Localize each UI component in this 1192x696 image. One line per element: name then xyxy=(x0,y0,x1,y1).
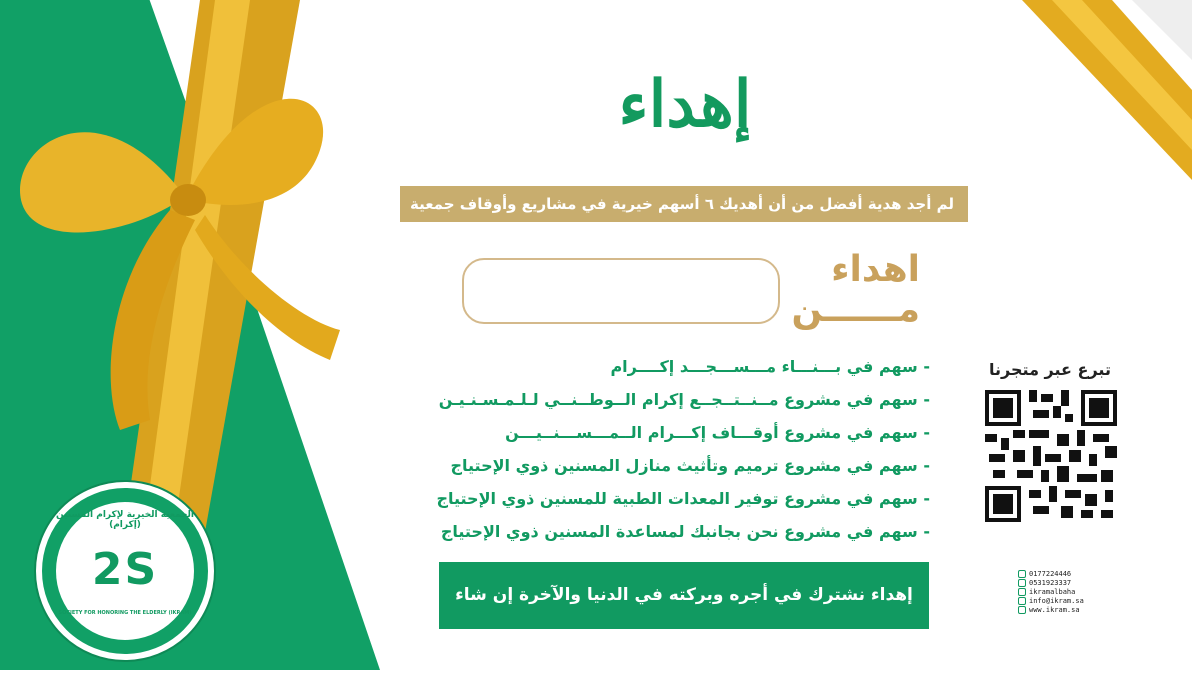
contact-mobile[interactable]: 0531923337 xyxy=(1018,579,1118,588)
gift-from-label xyxy=(791,249,920,330)
qr-code-icon[interactable] xyxy=(985,390,1117,522)
logo-english-name: SOCIETY FOR HONORING THE ELDERLY (IKRAM) xyxy=(58,610,192,616)
ikram-society-logo xyxy=(36,482,214,660)
contact-website[interactable]: www.ikram.sa xyxy=(1018,606,1118,615)
gold-ribbon-corner-icon xyxy=(1002,0,1192,190)
whatsapp-icon xyxy=(1018,579,1026,587)
intro-banner: لم أجد هدية أفضل من أن أهديك ٦ أسهم خيرية في مشاريع وأوقاف جمعية إكرام xyxy=(400,186,968,222)
gift-label-line2: مــــــن xyxy=(791,289,920,330)
page-title: إهداء xyxy=(618,67,752,142)
gift-label-line1: اهداء xyxy=(831,249,920,290)
logo-inner-circle xyxy=(56,502,194,640)
list-item: - سهم في مشروع ترميم وتأثيث منازل المسنين ذوي الإحتياج xyxy=(450,456,930,475)
globe-icon xyxy=(1018,606,1026,614)
contact-list xyxy=(1018,570,1118,615)
contact-email[interactable]: info@ikram.sa xyxy=(1018,597,1118,606)
list-item: - سهم في مشروع نحن بجانبك لمساعدة المسنين ذوي الإحتياج xyxy=(440,522,930,541)
email-icon xyxy=(1018,597,1026,605)
gold-ribbon-bow-icon xyxy=(0,0,380,560)
contact-phone[interactable]: 0177224446 xyxy=(1018,570,1118,579)
logo-arabic-name: الجمعية الخيرية لإكرام المسنين (إكرام) xyxy=(56,510,194,530)
gift-from-name-field[interactable] xyxy=(462,258,780,324)
social-media-icon xyxy=(1018,588,1026,596)
call-to-action-banner: إهداء نشترك في أجره وبركته في الدنيا والآخرة إن شاء الله xyxy=(439,562,929,629)
list-item: - سهم في مشروع مــنــتــجــع إكرام الــوطــنــي لـلـمـسـنـيـن xyxy=(438,390,930,409)
list-item: - سهم في مشروع أوقـــاف إكـــرام الــمـــســـنــيـــن xyxy=(505,423,930,442)
list-item: - سهم في بـــنـــاء مـــســـجـــد إكــــرام xyxy=(610,357,930,376)
list-item: - سهم في مشروع توفير المعدات الطبية للمسنين ذوي الإحتياج xyxy=(436,489,930,508)
logo-mark: 2S xyxy=(91,544,159,595)
phone-icon xyxy=(1018,570,1026,578)
donate-label: تبرع عبر متجرنا xyxy=(989,360,1111,379)
contact-social[interactable]: ikramalbaha xyxy=(1018,588,1118,597)
projects-list xyxy=(430,350,930,548)
